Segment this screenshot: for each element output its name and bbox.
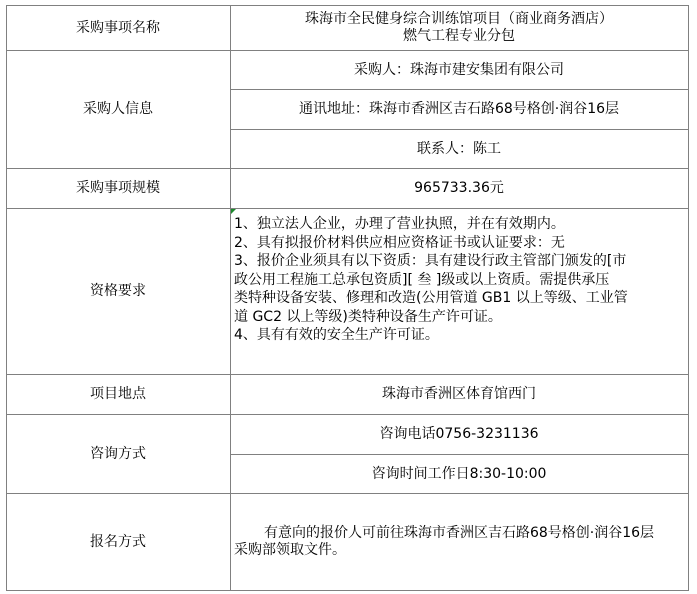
consult-phone: 咨询电话0756-3231136 bbox=[379, 426, 539, 442]
qualification-line: 道 GC2 以上等级)类特种设备生产许可证。 bbox=[234, 308, 502, 325]
signup-line-1: 有意向的报价人可前往珠海市香洲区吉石路68号格创·润谷16层 bbox=[263, 525, 655, 541]
grid-line bbox=[6, 590, 689, 591]
purchaser-address: 通讯地址：珠海市香洲区吉石路68号格创·润谷16层 bbox=[298, 101, 620, 117]
qualification-line: 4、具有有效的安全生产许可证。 bbox=[234, 327, 439, 343]
qualification-label: 资格要求 bbox=[90, 283, 146, 299]
grid-line bbox=[688, 5, 689, 591]
location-value: 珠海市香洲区体育馆西门 bbox=[382, 386, 536, 402]
signup-line-2: 采购部领取文件。 bbox=[234, 542, 346, 558]
item-name-line-2: 燃气工程专业分包 bbox=[403, 28, 515, 44]
location-label: 项目地点 bbox=[90, 386, 146, 402]
qualification-line: 2、具有拟报价材料供应相应资格证书或认证要求：无 bbox=[234, 234, 565, 251]
qualification-line: 1、独立法人企业，办理了营业执照，并在有效期内。 bbox=[234, 216, 565, 232]
qualification-line: 类特种设备安装、修理和改造(公用管道 GB1 以上等级、工业管 bbox=[234, 290, 628, 306]
item-name-line-1: 珠海市全民健身综合训练馆项目（商业商务酒店） bbox=[305, 11, 613, 27]
purchaser-name: 采购人：珠海市建安集团有限公司 bbox=[354, 61, 564, 78]
purchaser-info-label: 采购人信息 bbox=[83, 101, 153, 117]
signup-value bbox=[230, 494, 688, 590]
consult-label: 咨询方式 bbox=[90, 445, 146, 462]
signup-label: 报名方式 bbox=[90, 533, 146, 550]
qualification-line: 政公用工程施工总承包资质][ 叁 ]级或以上资质。需提供承压 bbox=[234, 271, 610, 288]
qualification-value bbox=[230, 209, 688, 374]
consult-time: 咨询时间工作日8:30-10:00 bbox=[371, 465, 547, 482]
item-name-label: 采购事项名称 bbox=[76, 19, 160, 36]
scale-value: 965733.36元 bbox=[414, 180, 504, 196]
purchaser-contact: 联系人：陈工 bbox=[417, 140, 501, 157]
item-name-value bbox=[230, 6, 688, 50]
scale-label: 采购事项规模 bbox=[76, 180, 160, 196]
qualification-line: 3、报价企业须具有以下资质：具有建设行政主管部门颁发的[市 bbox=[234, 253, 627, 269]
